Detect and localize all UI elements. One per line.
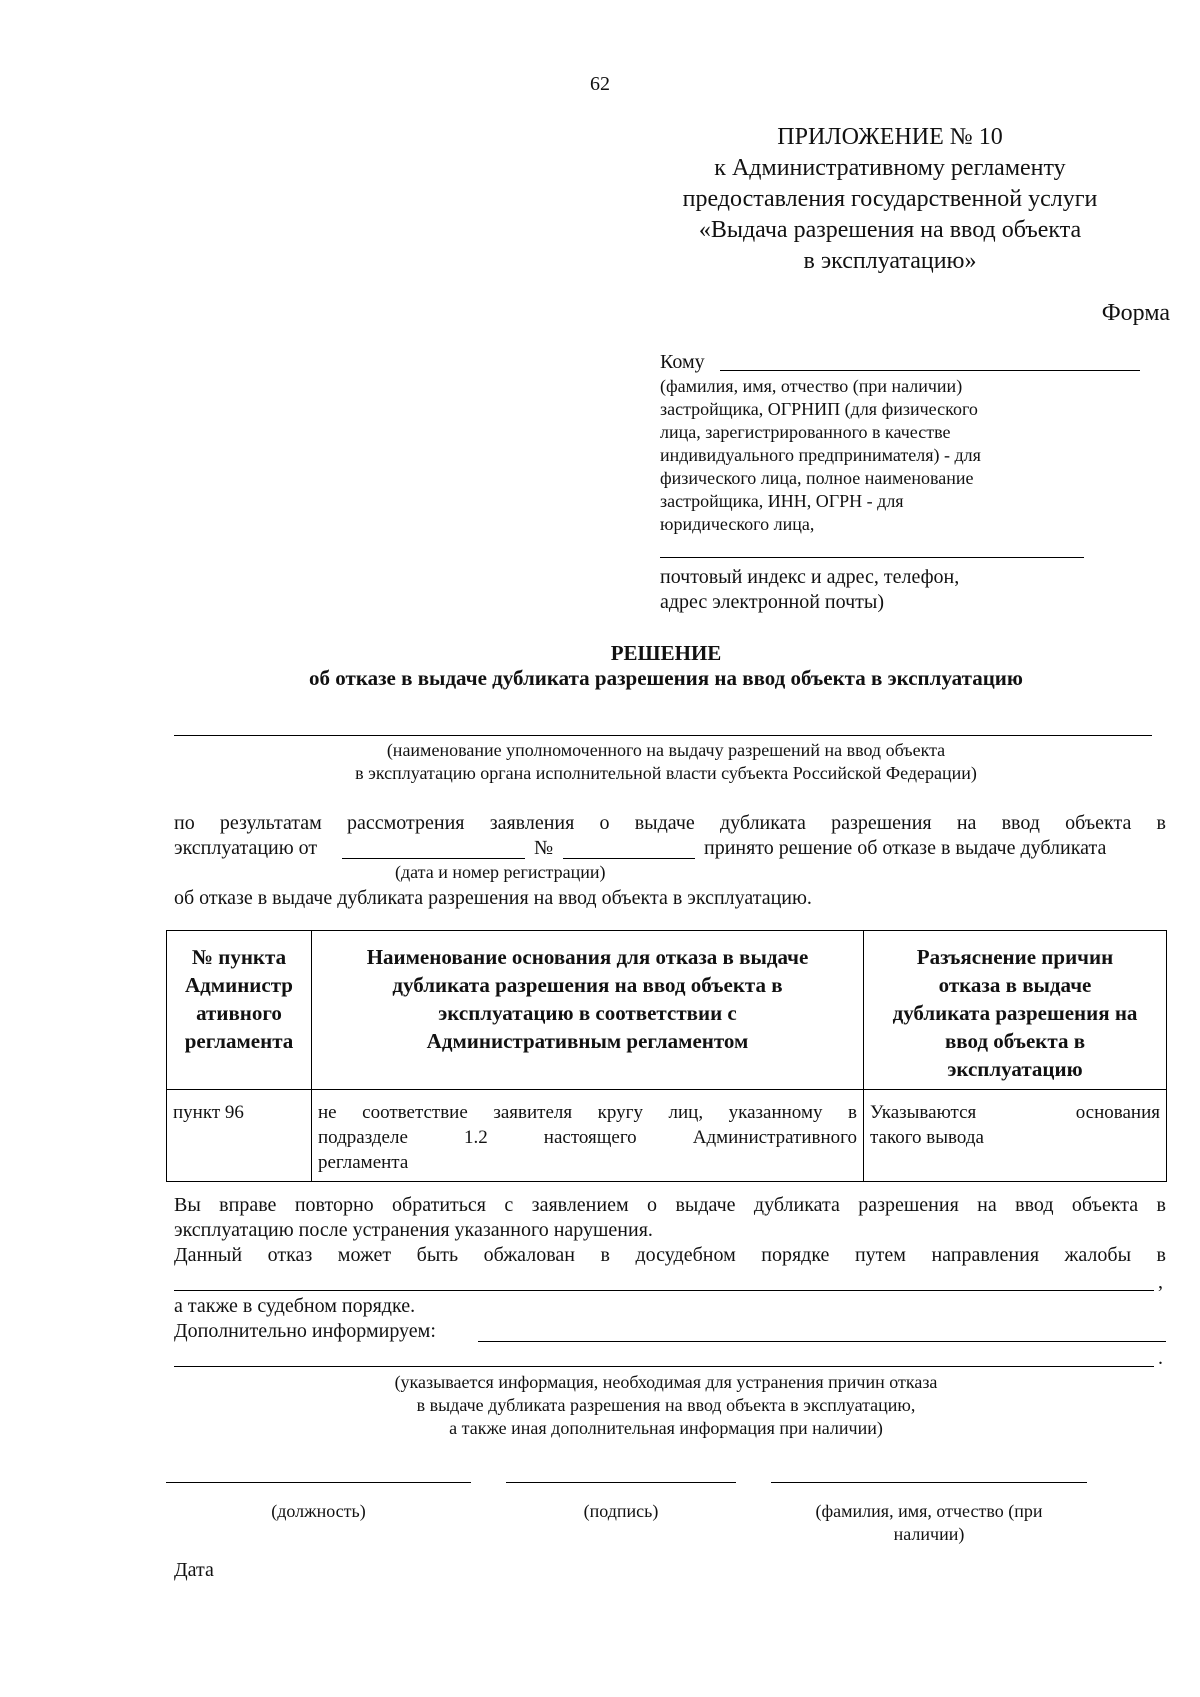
after-line2: эксплуатацию после устранения указанного нарушения. xyxy=(174,1219,653,1241)
date-hint: (дата и номер регистрации) xyxy=(395,862,606,882)
cell-point: пункт 96 xyxy=(167,1090,312,1182)
recipient-hint-6: застройщика, ИНН, ОГРН - для xyxy=(660,491,904,511)
header-explanation: Разъяснение причин отказа в выдаче дубликата разрешения на ввод объекта в эксплуатацию xyxy=(864,931,1167,1090)
appendix-title: ПРИЛОЖЕНИЕ № 10 xyxy=(777,124,1003,150)
signature-caption: (подпись) xyxy=(583,1501,659,1521)
position-caption: (должность) xyxy=(271,1501,366,1521)
recipient-hint-5: физического лица, полное наименование xyxy=(660,468,974,488)
body-para1-tail: принято решение об отказе в выдаче дубликата xyxy=(704,837,1107,859)
cell-reason: не соответствие заявителя кругу лиц, указанному в подразделе 1.2 настоящего Административного регламента xyxy=(312,1090,864,1182)
body-para1-line1: по результатам рассмотрения заявления о выдаче дубликата разрешения на ввод объекта в xyxy=(174,812,1166,834)
appendix-line-4: в эксплуатацию» xyxy=(803,248,977,274)
recipient-address-2: адрес электронной почты) xyxy=(660,591,885,613)
complaint-line xyxy=(174,1290,1154,1291)
header-reason: Наименование основания для отказа в выдаче дубликата разрешения на ввод объекта в эксплуатацию в соответствии с Административным регламентом xyxy=(312,931,864,1090)
recipient-to-label: Кому xyxy=(660,351,705,373)
name-caption-1: (фамилия, имя, отчество (при xyxy=(815,1501,1043,1521)
table-row xyxy=(167,1090,1167,1182)
recipient-address-line xyxy=(660,557,1084,558)
recipient-hint-4: индивидуального предпринимателя) - для xyxy=(660,445,981,465)
recipient-hint-3: лица, зарегистрированного в качестве xyxy=(660,422,951,442)
recipient-address-1: почтовый индекс и адрес, телефон, xyxy=(660,566,960,588)
date-label: Дата xyxy=(174,1559,214,1581)
header-point: № пункта Администр ативного регламента xyxy=(167,931,312,1090)
signature-line xyxy=(506,1482,736,1483)
additional-line-2 xyxy=(174,1366,1154,1367)
additional-hint-1: (указывается информация, необходимая для устранения причин отказа xyxy=(394,1372,938,1392)
authority-hint-1: (наименование уполномоченного на выдачу разрешений на ввод объекта xyxy=(386,740,946,760)
recipient-name-line xyxy=(720,370,1140,371)
after-comma: , xyxy=(1158,1271,1163,1293)
additional-line-1 xyxy=(478,1341,1166,1342)
after-line4: а также в судебном порядке. xyxy=(174,1295,416,1317)
appendix-line-3: «Выдача разрешения на ввод объекта xyxy=(698,217,1082,243)
additional-label: Дополнительно информируем: xyxy=(174,1320,436,1342)
page-number: 62 xyxy=(590,73,610,95)
authority-hint-2: в эксплуатацию органа исполнительной власти субъекта Российской Федерации) xyxy=(355,763,977,783)
decision-title: РЕШЕНИЕ xyxy=(610,641,722,665)
table-header-row xyxy=(167,931,1167,1090)
recipient-hint-1: (фамилия, имя, отчество (при наличии) xyxy=(660,376,963,396)
after-line3: Данный отказ может быть обжалован в досудебном порядке путем направления жалобы в xyxy=(174,1244,1166,1266)
additional-hint-2: в выдаче дубликата разрешения на ввод объекта в эксплуатацию, xyxy=(416,1395,916,1415)
decision-subtitle: об отказе в выдаче дубликата разрешения на ввод объекта в эксплуатацию xyxy=(309,666,1023,690)
after-line1: Вы вправе повторно обратиться с заявлением о выдаче дубликата разрешения на ввод объекта в xyxy=(174,1194,1166,1216)
appendix-line-1: к Административному регламенту xyxy=(714,155,1066,181)
body-para1-last: об отказе в выдаче дубликата разрешения на ввод объекта в эксплуатацию. xyxy=(174,887,812,909)
recipient-hint-2: застройщика, ОГРНИП (для физического xyxy=(660,399,978,419)
recipient-hint-7: юридического лица, xyxy=(660,514,815,534)
cell-explanation: Указываются основания такого вывода xyxy=(864,1090,1167,1182)
date-field-line xyxy=(342,858,525,859)
authority-line xyxy=(174,735,1152,736)
name-caption-2: наличии) xyxy=(893,1524,965,1544)
reasons-table xyxy=(166,930,1167,1182)
number-field-line xyxy=(563,858,695,859)
additional-hint-3: а также иная дополнительная информация при наличии) xyxy=(449,1418,883,1438)
form-label: Форма xyxy=(1101,300,1170,326)
body-number-sign: № xyxy=(534,837,554,859)
appendix-line-2: предоставления государственной услуги xyxy=(682,186,1098,212)
position-line xyxy=(166,1482,471,1483)
name-line xyxy=(771,1482,1087,1483)
body-para1-from: эксплуатацию от xyxy=(174,837,318,859)
after-period: . xyxy=(1158,1347,1163,1369)
